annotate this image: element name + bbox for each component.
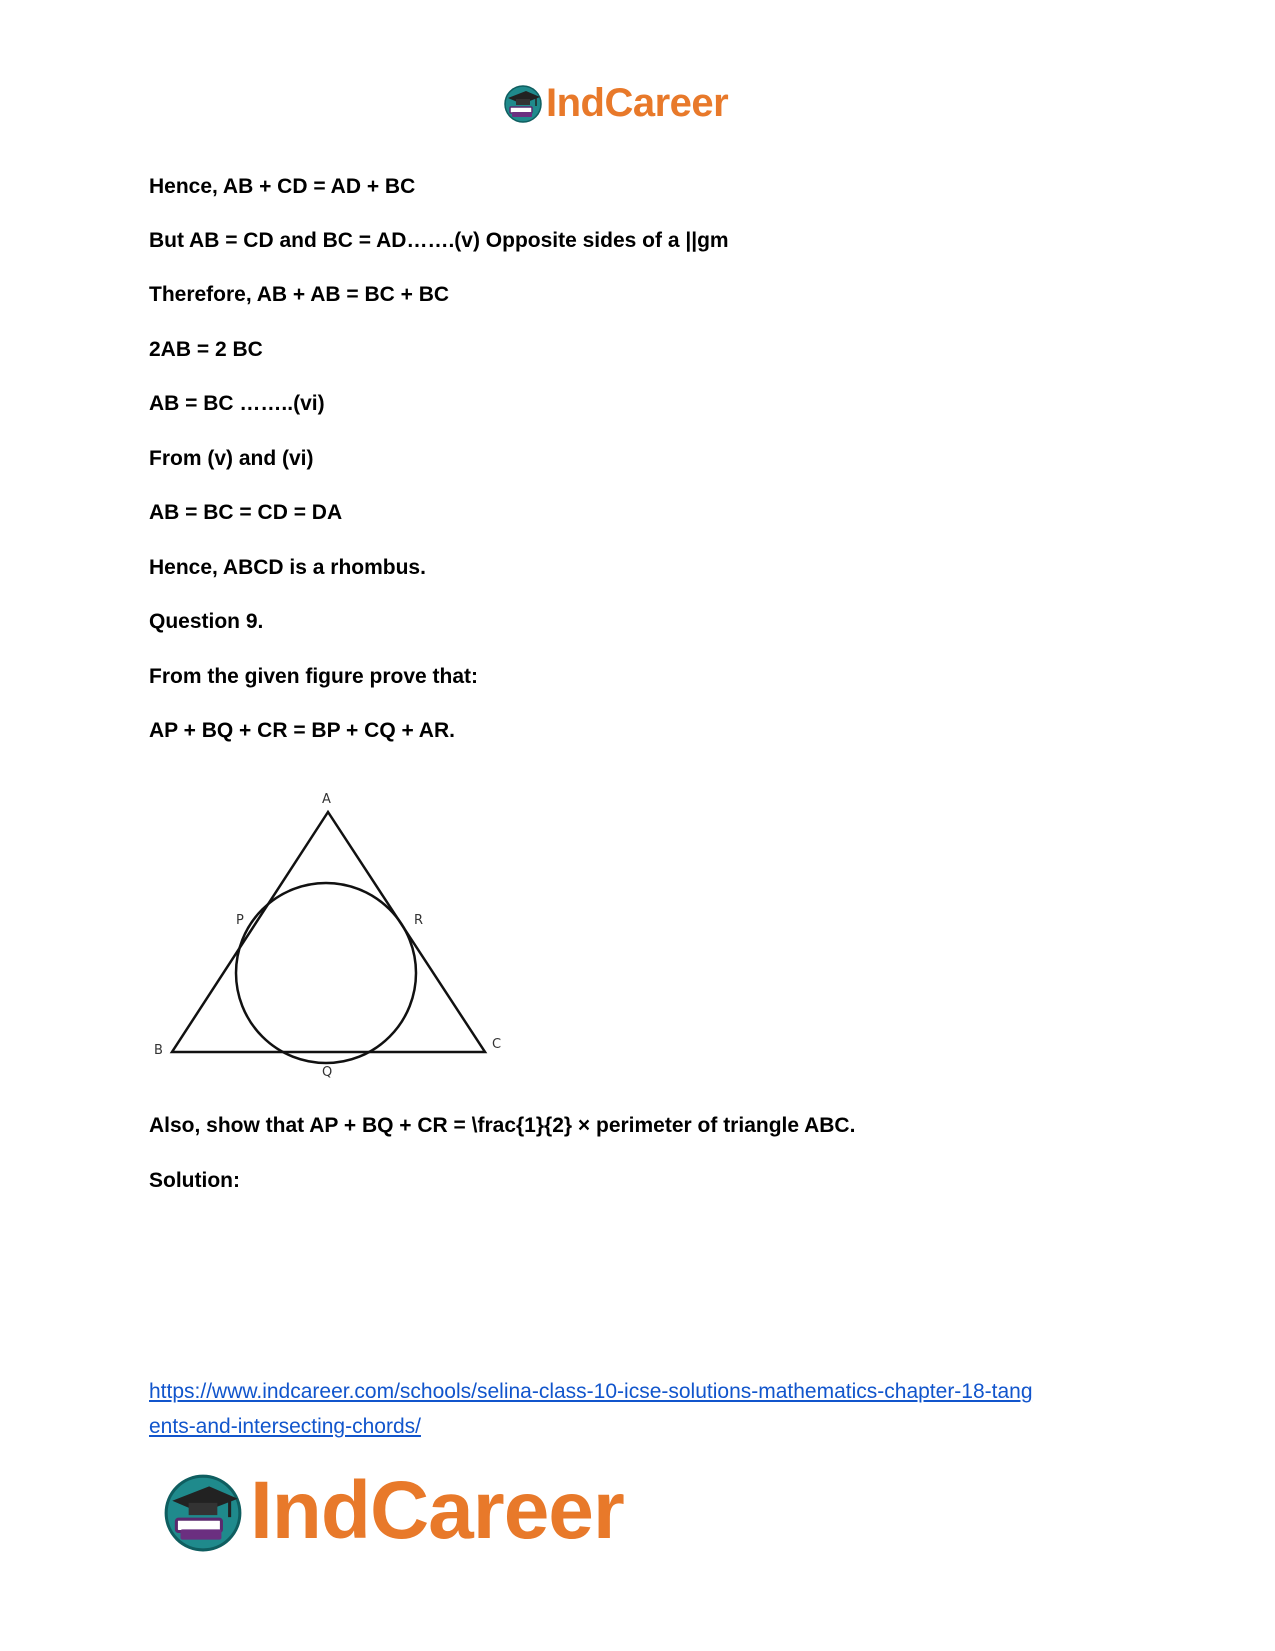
text-line-6: From (v) and (vi) <box>149 447 314 470</box>
text-line-10: From the given figure prove that: <box>149 665 479 688</box>
graduation-cap-book-globe-icon <box>502 82 544 124</box>
footer-link-line-1[interactable]: https://www.indcareer.com/schools/selina-class-10-icse-solutions-mathematics-chapter-18-tang <box>149 1380 1033 1403</box>
footer-logo <box>160 1466 624 1556</box>
text-line-2: But AB = CD and BC = AD…….(v) Opposite sides of a ||gm <box>149 229 729 252</box>
solution-heading: Solution: <box>149 1169 240 1192</box>
text-line-3: Therefore, AB + AB = BC + BC <box>149 283 450 306</box>
label-q: Q <box>322 1065 333 1080</box>
triangle-abc <box>172 812 485 1052</box>
incircle <box>236 883 416 1063</box>
footer-link-line-2[interactable]: ents-and-intersecting-chords/ <box>149 1415 421 1438</box>
label-p: P <box>236 913 244 928</box>
logo-text: IndCareer <box>546 80 729 125</box>
label-b: B <box>154 1043 163 1058</box>
text-line-7: AB = BC = CD = DA <box>149 501 343 524</box>
header-logo <box>502 80 728 126</box>
graduation-cap-book-globe-icon <box>160 1468 246 1554</box>
question-heading: Question 9. <box>149 610 264 633</box>
label-r: R <box>414 913 424 928</box>
text-line-8: Hence, ABCD is a rhombus. <box>149 556 426 579</box>
logo-text: IndCareer <box>250 1465 624 1556</box>
text-line-1: Hence, AB + CD = AD + BC <box>149 175 416 198</box>
label-c: C <box>492 1037 502 1052</box>
text-line-4: 2AB = 2 BC <box>149 338 263 361</box>
triangle-incircle-figure <box>150 792 520 1090</box>
label-a: A <box>322 792 331 807</box>
text-line-12: Also, show that AP + BQ + CR = \frac{1}{2} × perimeter of triangle ABC. <box>149 1114 856 1137</box>
text-line-11: AP + BQ + CR = BP + CQ + AR. <box>149 719 455 742</box>
text-line-5: AB = BC ……..(vi) <box>149 392 325 415</box>
